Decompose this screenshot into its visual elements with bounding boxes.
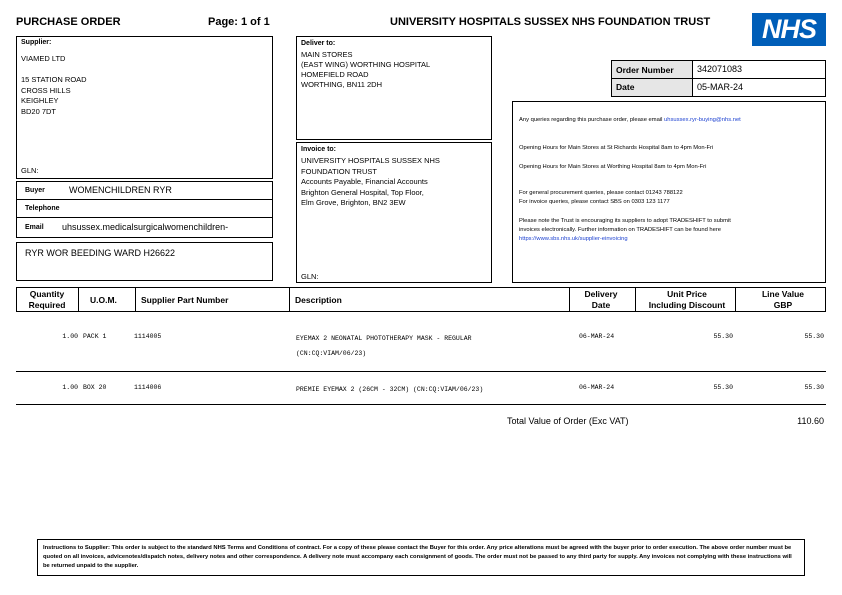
header-text: Quantity: [29, 289, 65, 299]
hours-worthing: Opening Hours for Main Stores at Worthing Hospital 8am to 4pm Mon-Fri: [519, 164, 707, 170]
address-line: BD20 7DT: [21, 106, 57, 116]
supplier-address: [21, 75, 87, 117]
supplier-label: Supplier:: [21, 39, 52, 46]
deliver-to-address: [301, 50, 430, 90]
buyer-row: [17, 182, 272, 200]
address-line: MAIN STORES: [301, 50, 353, 59]
invoice-to-label: Invoice to:: [301, 146, 337, 153]
column-divider: [289, 288, 290, 311]
row-line-value: 55.30: [804, 333, 824, 340]
address-line: (EAST WING) WORTHING HOSPITAL: [301, 60, 431, 69]
row-quantity: 1.00: [62, 333, 78, 340]
table-row: [16, 381, 826, 401]
row-part-number: 1114005: [134, 333, 162, 340]
email-row: [17, 218, 272, 237]
row-delivery-date: 06-MAR-24: [579, 384, 615, 391]
header-text: GBP: [773, 300, 793, 310]
header-delivery-date: [569, 289, 633, 311]
address-line: 15 STATION ROAD: [21, 75, 87, 84]
header-line-value: [745, 289, 821, 311]
date-label-cell: [612, 79, 693, 96]
invoice-to-box: [296, 142, 492, 283]
nhs-logo: NHS: [752, 13, 826, 46]
row-description: PREMIE EYEMAX 2 (26CM - 32CM) (CN:CQ:VIAM/06/23): [296, 386, 484, 393]
queries-text: [519, 117, 741, 123]
row-divider: [16, 404, 826, 405]
procurement-queries: For general procurement queries, please contact 01243 788122: [519, 190, 683, 196]
header-text: Line Value: [761, 289, 805, 299]
telephone-row: [17, 200, 272, 218]
instructions-text: Instructions to Supplier: This order is subject to the standard NHS Terms and Conditions of contract. For a copy of these please contact the Buyer for this order. Any price alterations must be agreed with the buyer prior to order execution. The above order number must be quoted on all invoices, advicenotes/dispatch notes, delivery notes and other correspondence. A delivery note must accompany each consignment of goods. The order must not be passed to any third party for supply. Any invoices not complying with these instructions will be returned unpaid to the supplier.: [43, 545, 792, 569]
date-value: 05-MAR-24: [697, 82, 744, 92]
invoice-to-address: [301, 156, 440, 209]
row-quantity: 1.00: [62, 384, 78, 391]
deliver-to-label: Deliver to:: [301, 40, 336, 47]
column-divider: [135, 288, 136, 311]
row-divider: [16, 371, 826, 372]
email-label: Email: [25, 224, 44, 231]
header-text: Delivery: [584, 289, 618, 299]
row-unit-price: 55.30: [713, 333, 733, 340]
row-uom: BOX 20: [83, 384, 107, 391]
reference-text: RYR WOR BEEDING WARD H26622: [25, 248, 176, 258]
header-text: Unit Price: [667, 289, 707, 299]
header-description: Description: [295, 295, 342, 305]
order-info-box: [611, 60, 826, 97]
row-line-value: 55.30: [804, 384, 824, 391]
row-unit-price: 55.30: [713, 384, 733, 391]
order-number-label-cell: [612, 61, 693, 79]
table-header: [16, 287, 826, 312]
header-quantity: [17, 289, 77, 311]
address-line: CROSS HILLS: [21, 85, 71, 95]
column-divider: [735, 288, 736, 311]
address-line: HOMEFIELD ROAD: [301, 70, 369, 79]
buyer-label: Buyer: [25, 187, 45, 194]
header-text: Required: [28, 300, 66, 310]
deliver-to-box: [296, 36, 492, 140]
buyer-value: WOMENCHILDREN RYR: [69, 185, 172, 195]
total-label: Total Value of Order (Exc VAT): [507, 416, 629, 426]
telephone-label: Telephone: [25, 205, 60, 212]
supplier-name: VIAMED LTD: [21, 54, 66, 63]
instructions-box: [37, 539, 805, 576]
queries-email-link[interactable]: uhsussex.ryr-buying@nhs.net: [664, 117, 741, 123]
address-line: UNIVERSITY HOSPITALS SUSSEX NHS: [301, 156, 440, 165]
queries-label: Any queries regarding this purchase order, please email: [519, 117, 665, 123]
supplier-gln-label: GLN:: [21, 166, 39, 175]
address-line: KEIGHLEY: [21, 96, 59, 105]
column-divider: [635, 288, 636, 311]
date-label: Date: [616, 82, 635, 92]
order-number-label: Order Number: [616, 65, 674, 75]
supplier-box: [16, 36, 273, 179]
tradeshift-note-1: Please note the Trust is encouraging its suppliers to adopt TRADESHIFT to submit: [519, 218, 731, 224]
order-number-value: 342071083: [697, 64, 743, 74]
header-uom: U.O.M.: [90, 295, 117, 305]
info-box: [512, 101, 826, 283]
reference-box: [16, 242, 273, 281]
order-number-value-cell: [693, 61, 825, 79]
row-part-number: 1114006: [134, 384, 162, 391]
row-description-extra: (CN:CQ:VIAM/06/23): [296, 350, 367, 357]
table-row: [16, 330, 826, 360]
date-value-cell: [693, 79, 825, 96]
hours-richards: Opening Hours for Main Stores at St Richards Hospital 8am to 4pm Mon-Fri: [519, 145, 714, 151]
email-value: uhsussex.medicalsurgicalwomenchildren-: [62, 222, 229, 232]
address-line: WORTHING, BN11 2DH: [301, 80, 382, 89]
address-line: Accounts Payable, Financial Accounts: [301, 177, 428, 186]
row-delivery-date: 06-MAR-24: [579, 333, 615, 340]
address-line: Elm Grove, Brighton, BN2 3EW: [301, 198, 406, 207]
header-text: Date: [591, 300, 611, 310]
column-divider: [78, 288, 79, 311]
contact-box: [16, 181, 273, 238]
address-line: FOUNDATION TRUST: [301, 166, 377, 176]
header-part-number: Supplier Part Number: [141, 295, 229, 305]
invoice-queries: For invoice queries, please contact SBS on 0303 123 1177: [519, 199, 670, 205]
total-value: 110.60: [797, 416, 824, 426]
row-uom: PACK 1: [83, 333, 107, 340]
tradeshift-note-2: invoices electronically. Further information on TRADESHIFT can be found here: [519, 227, 722, 233]
header-text: Including Discount: [648, 300, 726, 310]
address-line: Brighton General Hospital, Top Floor,: [301, 187, 424, 197]
row-description: EYEMAX 2 NEONATAL PHOTOTHERAPY MASK - REGULAR: [296, 335, 472, 342]
header-unit-price: [637, 289, 737, 311]
document-title: PURCHASE ORDER: [16, 16, 121, 28]
page-indicator: Page: 1 of 1: [208, 16, 270, 28]
trust-name: UNIVERSITY HOSPITALS SUSSEX NHS FOUNDATION TRUST: [390, 16, 711, 28]
column-divider: [569, 288, 570, 311]
tradeshift-link[interactable]: https://www.sbs.nhs.uk/supplier-einvoicing: [519, 236, 628, 242]
invoice-gln-label: GLN:: [301, 272, 319, 281]
